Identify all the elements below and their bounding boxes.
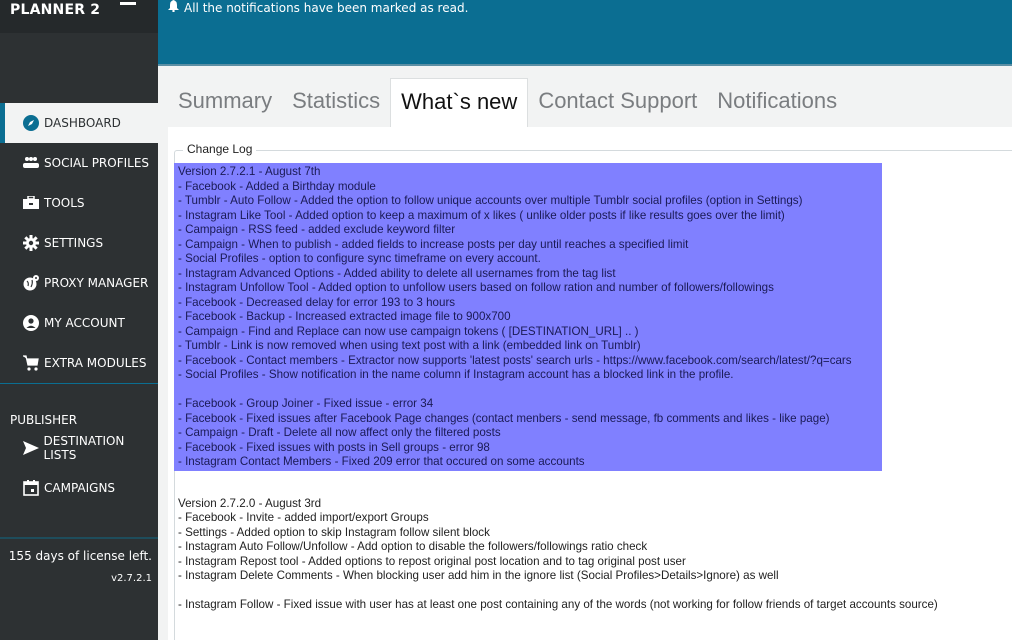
sidebar-item-proxy-manager[interactable] [0, 263, 158, 303]
log-line: - Social Profiles - Show notification in the name column if Instagram account has a blocked link in the profile. [178, 368, 734, 381]
sidebar-item-destination-lists[interactable] [0, 428, 158, 468]
log-line: - Social Profiles - option to configure sync timeframe on every account. [178, 252, 541, 265]
log-line: - Campaign - When to publish - added fields to increase posts per day until reaches a specified limit [178, 237, 689, 251]
tab-bar [168, 78, 847, 128]
tab-notifications[interactable]: Notifications [717, 88, 838, 113]
log-line: - Facebook - Decreased delay for error 193 to 3 hours [178, 295, 456, 309]
log-line: - Instagram Follow - Fixed issue with user has at least one post containing any of the words (not working for follow friends of target accounts source) [178, 598, 938, 611]
toolbox-icon [22, 194, 40, 212]
app-version: v2.7.2.1 [111, 573, 152, 584]
sidebar-divider-bottom [0, 537, 158, 539]
notification-message [168, 0, 468, 15]
whats-new-panel [168, 127, 1012, 640]
log-line: - Facebook - Added a Birthday module [178, 179, 376, 193]
selected-release [174, 163, 882, 471]
sidebar-item-label: PROXY MANAGER [44, 276, 149, 290]
sidebar-item-extra-modules[interactable] [0, 343, 158, 383]
menu-toggle-icon[interactable] [120, 2, 136, 5]
log-line [178, 383, 876, 398]
sidebar [0, 0, 158, 640]
log-line: - Facebook - Fixed issues with posts in Sell groups - error 98 [178, 440, 490, 454]
sidebar-item-label: DASHBOARD [44, 116, 121, 130]
send-icon [22, 439, 40, 457]
previous-release [174, 497, 942, 613]
main-content [158, 66, 1012, 640]
sidebar-item-label: CAMPAIGNS [44, 481, 116, 495]
notification-text: All the notifications have been marked as read. [184, 0, 469, 15]
calendar-icon [22, 479, 40, 497]
sidebar-item-campaigns[interactable] [0, 468, 158, 508]
log-line: - Instagram Delete Comments - When blocking user add him in the ignore list (Social Profiles>Details>Ignore) as well [178, 569, 779, 582]
log-line: - Facebook - Fixed issues after Facebook Page changes (contact menbers - send message, fb comments and likes - like page) [178, 411, 830, 425]
compass-icon [22, 114, 40, 132]
globe-gear-icon [22, 274, 40, 292]
sidebar-divider [0, 383, 158, 384]
sidebar-item-label: TOOLS [44, 196, 85, 210]
log-line: - Facebook - Contact members - Extractor now supports 'latest posts' search urls - https://www.facebook.com/search/latest/?q=cars [178, 353, 852, 367]
log-line: - Facebook - Backup - Increased extracted image file to 900x700 [178, 310, 511, 323]
app-title: PLANNER 2 [10, 2, 101, 18]
tab-statistics[interactable]: Statistics [292, 88, 381, 113]
log-line [178, 584, 938, 599]
log-line: - Instagram Contact Members - Fixed 209 error that occured on some accounts [178, 455, 585, 468]
gear-icon [22, 234, 40, 252]
log-line: - Settings - Added option to skip Instagram follow silent block [178, 525, 490, 539]
sidebar-item-label: DESTINATION LISTS [43, 434, 125, 462]
tab-summary[interactable]: Summary [178, 88, 273, 113]
release-title: Version 2.7.2.0 - August 3rd [178, 496, 322, 510]
changelog-text[interactable] [174, 163, 942, 613]
log-line: - Campaign - RSS feed - added exclude keyword filter [178, 223, 456, 236]
license-status: 155 days of license left. [8, 549, 152, 563]
log-line: - Instagram Unfollow Tool - Added option to unfollow users based on follow ration and number of followers/followings [178, 281, 774, 294]
sidebar-item-my-account[interactable] [0, 303, 158, 343]
log-line: - Tumblr - Link is now removed when using text post with a link (embedded link on Tumblr) [178, 339, 641, 352]
log-line: - Tumblr - Auto Follow - Added the option to follow unique accounts over multiple Tumblr social profiles (option in Settings) [178, 194, 803, 207]
sidebar-item-label: SOCIAL PROFILES [44, 156, 150, 170]
log-line: - Instagram Advanced Options - Added ability to delete all usernames from the tag list [178, 266, 616, 280]
tab-whats-new[interactable]: What`s new [390, 78, 528, 128]
log-line: - Instagram Like Tool - Added option to keep a maximum of x likes ( unlike older posts if like results goes over the limit) [178, 208, 785, 222]
sidebar-item-social-profiles[interactable] [0, 143, 158, 183]
log-line: - Campaign - Find and Replace can now use campaign tokens ( [DESTINATION_URL] .. ) [178, 324, 639, 338]
sidebar-header [0, 0, 158, 33]
publisher-section-label: PUBLISHER [10, 413, 78, 427]
release-title: Version 2.7.2.1 - August 7th [178, 165, 321, 178]
log-line: - Facebook - Group Joiner - Fixed issue - error 34 [178, 397, 434, 410]
sidebar-item-label: SETTINGS [44, 236, 104, 250]
sidebar-item-label: MY ACCOUNT [44, 316, 125, 330]
log-line: - Campaign - Draft - Delete all now affect only the filtered posts [178, 426, 501, 439]
sidebar-item-dashboard[interactable] [0, 103, 158, 143]
sidebar-item-tools[interactable] [0, 183, 158, 223]
sidebar-item-settings[interactable] [0, 223, 158, 263]
tab-contact-support[interactable]: Contact Support [538, 88, 698, 113]
bell-icon [168, 0, 179, 15]
changelog-title: Change Log [183, 142, 256, 156]
user-circle-icon [22, 314, 40, 332]
users-icon [22, 154, 40, 172]
cart-icon [22, 354, 40, 372]
log-line: - Instagram Auto Follow/Unfollow - Add option to disable the followers/followings ratio check [178, 540, 648, 553]
log-line: - Instagram Repost tool - Added options to repost original post location and to tag original post user [178, 554, 686, 568]
notification-bar [158, 0, 1012, 66]
sidebar-item-label: EXTRA MODULES [44, 356, 147, 370]
log-line: - Facebook - Invite - added import/export Groups [178, 511, 429, 524]
